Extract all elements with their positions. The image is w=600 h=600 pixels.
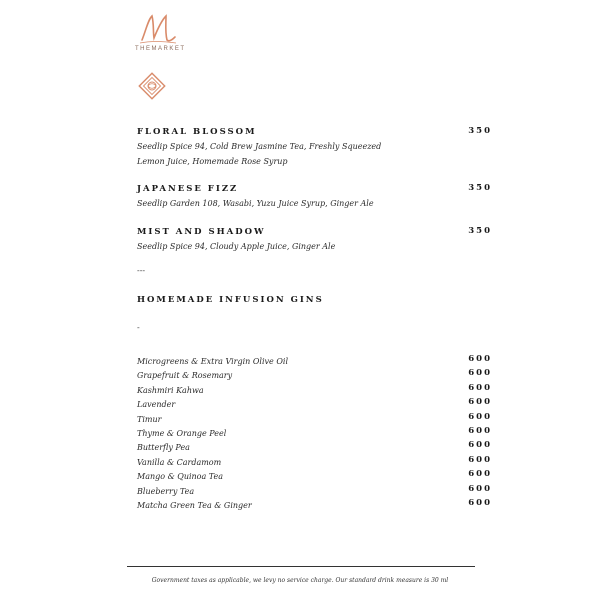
list-item [137,424,492,438]
list-item [137,352,492,366]
separator: - [137,323,140,332]
list-item [137,438,492,452]
gin-name: Microgreens & Extra Virgin Olive Oil [137,357,288,366]
item-description [137,196,397,211]
gin-price: 600 [468,397,492,408]
item-description [137,139,397,169]
m-monogram-icon [138,10,178,46]
brand-name: THEMARKET [135,46,186,52]
gin-name: Grapefruit & Rosemary [137,371,233,381]
gin-price: 600 [468,425,492,436]
item-description-line: Seedlip Spice 94, Cold Brew Jasmine Tea, Freshly Squeezed [137,142,382,151]
menu-item [137,183,492,211]
item-price: 350 [468,226,492,236]
list-item [137,410,492,424]
gin-name: Blueberry Tea [137,486,195,496]
list-item [137,496,492,510]
menu-item [137,126,492,169]
item-price: 350 [468,126,492,136]
item-description [137,239,397,254]
gin-price: 600 [468,382,492,393]
gin-name: Matcha Green Tea & Ginger [137,500,252,510]
item-description-line: Lemon Juice, Homemade Rose Syrup [137,157,288,166]
gin-name: Vanilla & Cardamom [137,457,222,467]
gin-price: 600 [468,454,492,465]
menu-item [137,226,492,254]
gin-price: 600 [468,497,492,508]
separator: --- [137,266,146,275]
list-item [137,467,492,481]
gin-price: 600 [468,368,492,379]
footer-divider [127,566,475,567]
list-item [137,381,492,395]
list-item [137,453,492,467]
gin-name: Lavender [137,400,176,410]
gin-price: 600 [468,440,492,451]
item-name: JAPANESE FIZZ [137,184,239,194]
footer-note: Government taxes as applicable, we levy no service charge. Our standard drink measure is 30 ml [151,577,449,584]
gin-name: Timur [137,414,162,424]
item-price: 350 [468,183,492,193]
item-name: MIST AND SHADOW [137,227,266,237]
gin-name: Mango & Quinoa Tea [137,472,224,482]
list-item [137,366,492,380]
list-item [137,395,492,409]
gin-name: Butterfly Pea [137,443,190,453]
list-item [137,482,492,496]
gin-price: 600 [468,483,492,494]
item-description-line: Seedlip Garden 108, Wasabi, Yuzu Juice Syrup, Ginger Ale [137,199,374,208]
gin-price: 600 [468,469,492,480]
section-title: HOMEMADE INFUSION GINS [137,295,324,305]
item-name: FLORAL BLOSSOM [137,127,257,137]
gin-price: 600 [468,411,492,422]
gin-name: Kashmiri Kahwa [137,385,204,395]
gin-price: 600 [468,354,492,364]
gin-list [137,352,492,510]
brand-logo [135,10,205,55]
diamond-emblem-icon [137,71,167,101]
item-description-line: Seedlip Spice 94, Cloudy Apple Juice, Ginger Ale [137,242,336,251]
gin-name: Thyme & Orange Peel [137,428,227,438]
